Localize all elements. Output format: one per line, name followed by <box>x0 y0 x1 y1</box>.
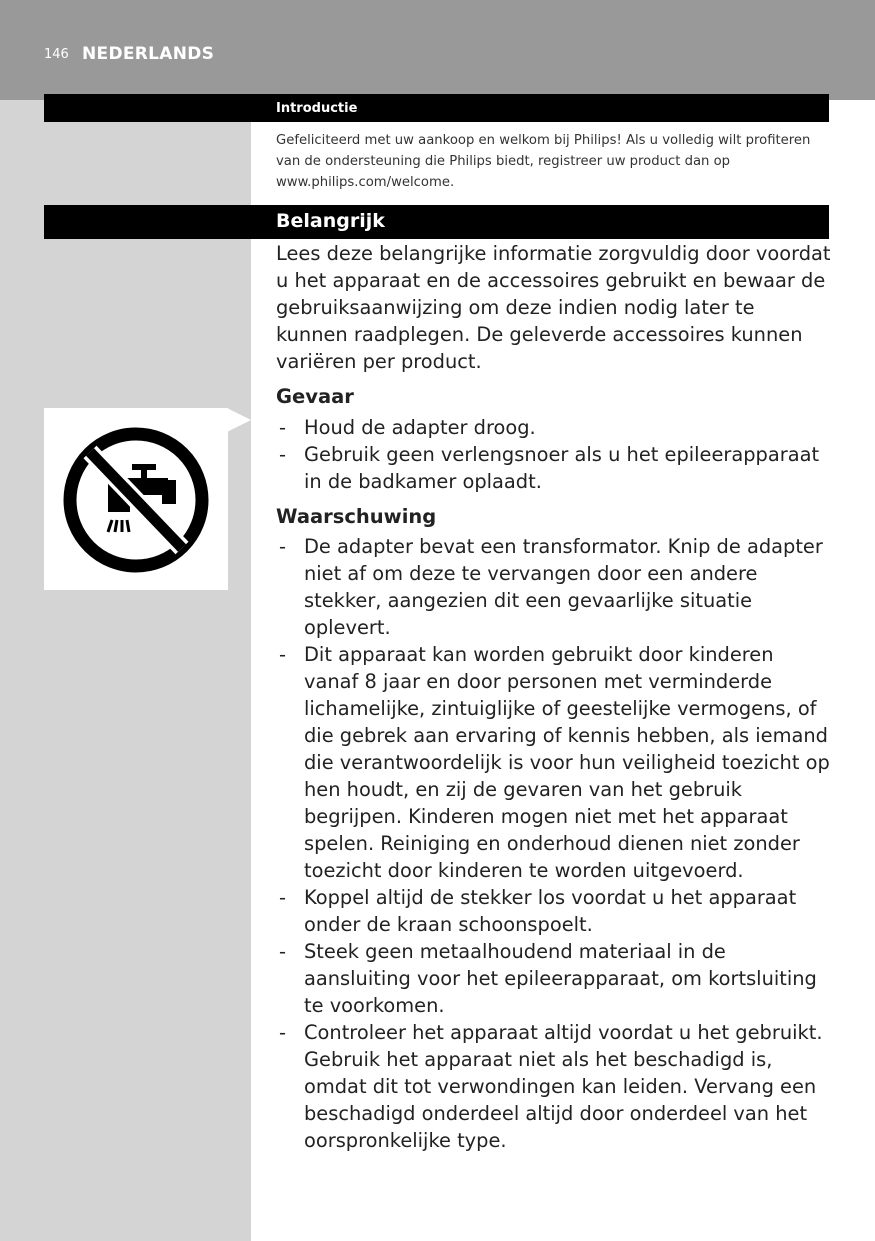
icon-pointer <box>227 408 251 432</box>
no-water-tap-icon <box>44 408 228 590</box>
warning-heading: Waarschuwing <box>276 505 437 528</box>
list-item: - Houd de adapter droog. <box>276 414 834 441</box>
list-item: - Koppel altijd de stekker los voordat u het apparaat onder de kraan schoonspoelt. <box>276 884 834 938</box>
important-text: Lees deze belangrijke informatie zorgvuldig door voordat u het apparaat en de accessoires gebruikt en bewaar de gebruiksaanwijzing om deze indien nodig later te kunnen raadplegen. De geleverde accessoires kunnen variëren per product. <box>276 242 831 373</box>
list-item: - Controleer het apparaat altijd voordat u het gebruikt. Gebruik het apparaat niet als het beschadigd is, omdat dit tot verwondingen kan leiden. Vervang een beschadigd onderdeel altijd door onderdeel van het oorspronkelijke type. <box>276 1019 834 1154</box>
warning-list <box>276 533 834 1154</box>
page-number: 146 <box>44 47 69 62</box>
icon-panel <box>44 408 228 590</box>
section-title-introductie: Introductie <box>276 101 358 116</box>
left-margin-column <box>0 100 251 1241</box>
intro-text: Gefeliciteerd met uw aankoop en welkom bij Philips! Als u volledig wilt profiteren van de ondersteuning die Philips biedt, registreer uw product dan op www.philips.com/welcome. <box>276 133 811 190</box>
list-item: - De adapter bevat een transformator. Knip de adapter niet af om deze te vervangen door een andere stekker, aangezien dit een gevaarlijke situatie oplevert. <box>276 533 834 641</box>
list-item: - Gebruik geen verlengsnoer als u het epileerapparaat in de badkamer oplaadt. <box>276 441 834 495</box>
danger-list <box>276 414 834 495</box>
list-item: - Steek geen metaalhoudend materiaal in de aansluiting voor het epileerapparaat, om kortsluiting te voorkomen. <box>276 938 834 1019</box>
list-item: - Dit apparaat kan worden gebruikt door kinderen vanaf 8 jaar en door personen met verminderde lichamelijke, zintuiglijke of geestelijke vermogens, of die gebrek aan ervaring of kennis hebben, als iemand die verantwoordelijk is voor hun veiligheid toezicht op hen houdt, en zij de gevaren van het gebruik begrijpen. Kinderen mogen niet met het apparaat spelen. Reiniging en onderhoud dienen niet zonder toezicht door kinderen te worden uitgevoerd. <box>276 641 834 884</box>
page-language: NEDERLANDS <box>82 44 215 64</box>
danger-heading: Gevaar <box>276 385 354 408</box>
section-title-belangrijk: Belangrijk <box>276 210 385 232</box>
page-header <box>0 0 875 100</box>
section-bar-introductie <box>44 94 829 122</box>
section-bar-belangrijk <box>44 205 829 239</box>
